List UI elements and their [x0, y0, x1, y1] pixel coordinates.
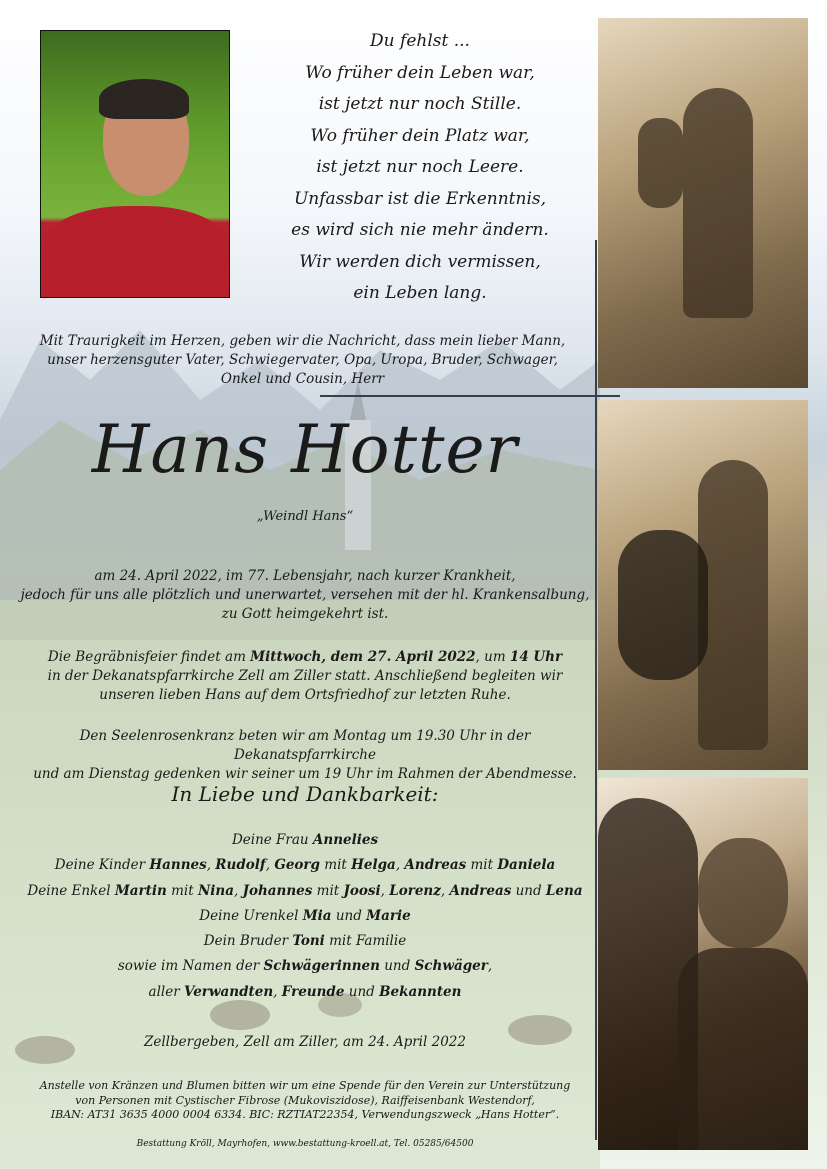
funeral-info: [20, 648, 590, 705]
nickname: „Weindl Hans“: [256, 509, 354, 524]
poem-line: ist jetzt nur noch Leere.: [316, 157, 524, 177]
death-notice-line: am 24. April 2022, im 77. Lebensjahr, nach kurzer Krankheit,: [94, 568, 516, 584]
funeral-time: 14 Uhr: [509, 649, 563, 665]
donation-note: [20, 1079, 590, 1123]
poem-line: ist jetzt nur noch Stille.: [318, 94, 522, 114]
funeral-date: Mittwoch, dem 27. April 2022: [250, 649, 476, 665]
photo-boy-with-child: [598, 18, 808, 388]
cross-vertical-line: [595, 240, 597, 1140]
photo-boy-with-goat: [598, 400, 808, 770]
dankbarkeit-heading: In Liebe und Dankbarkeit:: [171, 782, 439, 806]
poem-line: ein Leben lang.: [353, 283, 487, 303]
poem-line: Wo früher dein Leben war,: [305, 62, 535, 83]
intro-line: Mit Traurigkeit im Herzen, geben wir die Nachricht, dass mein lieber Mann,: [39, 333, 566, 349]
funeral-text: , um: [475, 649, 510, 665]
poem-line: Wo früher dein Platz war,: [310, 125, 530, 146]
donation-line: IBAN: AT31 3635 4000 0004 6334. BIC: RZTIAT22354, Verwendungszweck „Hans Hotter“.: [50, 1108, 560, 1121]
rosary-line: Den Seelenrosenkranz beten wir am Montag um 19.30 Uhr in der Dekanatspfarrkirche: [79, 728, 531, 763]
funeral-text: Die Begräbnisfeier findet am: [47, 649, 251, 665]
funeral-line: [20, 648, 590, 667]
family-inlaws: sowie im Namen der Schwägerinnen und Schwäger,: [117, 958, 493, 975]
family-great-grandchildren: Deine Urenkel Mia und Marie: [199, 907, 411, 924]
death-notice: [20, 567, 590, 624]
death-notice-line: zu Gott heimgekehrt ist.: [221, 606, 389, 622]
family-brother: Dein Bruder Toni mit Familie: [203, 933, 407, 950]
deceased-name: Hans Hotter: [91, 411, 519, 488]
portrait-photo: [40, 30, 230, 298]
family-children: Deine Kinder Hannes, Rudolf, Georg mit Helga, Andreas mit Daniela: [54, 857, 556, 874]
portrait-hair: [99, 79, 189, 119]
funeral-line: in der Dekanatspfarrkirche Zell am Ziller statt. Anschließend begleiten wir: [47, 668, 563, 684]
funeral-home-footer: Bestattung Kröll, Mayrhofen, www.bestattung-kroell.at, Tel. 05285/64500: [136, 1139, 474, 1149]
photo-young-man-with-horse: [598, 778, 808, 1150]
death-notice-line: jedoch für uns alle plötzlich und unerwartet, versehen mit der hl. Krankensalbung,: [20, 587, 590, 603]
rosary-info: [20, 727, 590, 784]
poem-line: Unfassbar ist die Erkenntnis,: [293, 188, 547, 209]
intro-line: unser herzensguter Vater, Schwiegervater, Opa, Uropa, Bruder, Schwager,: [47, 352, 558, 368]
rosary-line: und am Dienstag gedenken wir seiner um 19 Uhr im Rahmen der Abendmesse.: [33, 766, 577, 782]
poem: [260, 26, 580, 310]
family-relatives: aller Verwandten, Freunde und Bekannten: [148, 983, 462, 1000]
intro-line: Onkel und Cousin, Herr: [220, 371, 385, 387]
family-list: [20, 828, 590, 1005]
family-grandchildren: Deine Enkel Martin mit Nina, Johannes mit Joosi, Lorenz, Andreas und Lena: [27, 882, 583, 899]
poem-line: es wird sich nie mehr ändern.: [291, 220, 549, 240]
donation-line: von Personen mit Cystischer Fibrose (Mukoviszidose), Raiffeisenbank Westendorf,: [75, 1093, 535, 1107]
poem-line: Wir werden dich vermissen,: [299, 251, 541, 272]
portrait-sweater: [41, 206, 230, 298]
funeral-line: unseren lieben Hans auf dem Ortsfriedhof zur letzten Ruhe.: [99, 687, 511, 703]
intro-text: [30, 332, 575, 389]
cross-horizontal-line: [320, 395, 620, 397]
place-date: Zellbergeben, Zell am Ziller, am 24. April 2022: [144, 1034, 466, 1050]
donation-line: Anstelle von Kränzen und Blumen bitten wir um eine Spende für den Verein zur Unterstützung: [39, 1079, 571, 1092]
poem-line: Du fehlst ...: [370, 31, 470, 51]
family-wife: Deine Frau Annelies: [231, 832, 379, 848]
